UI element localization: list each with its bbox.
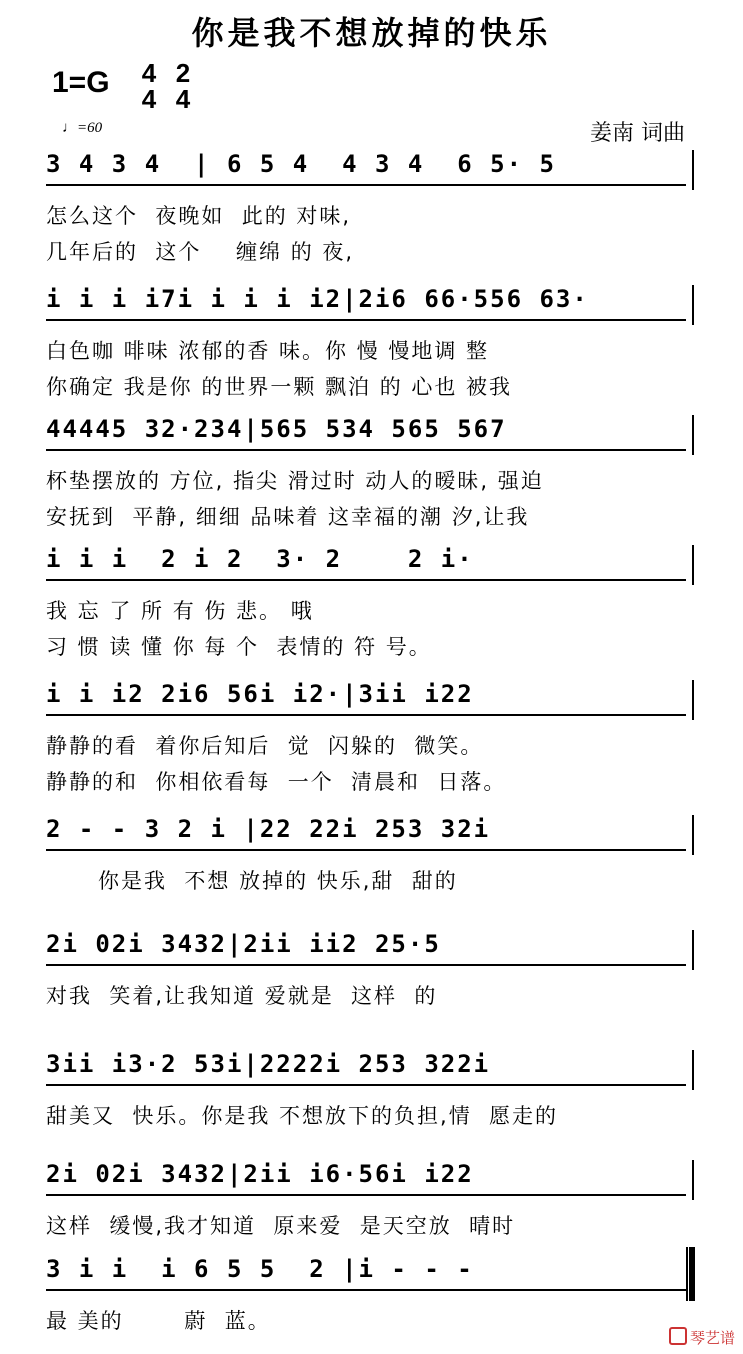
beam-underline (46, 1084, 686, 1086)
notation-line: 3 i i i 6 5 5 2 |i - - - (46, 1255, 474, 1283)
beam-underline (46, 184, 686, 186)
notation-line: i i i2 2i6 56i i2·|3ii i22 (46, 680, 474, 708)
notation-line: i i i i7i i i i i2|2i6 66·556 63· (46, 285, 589, 313)
notation-line: 44445 32·234|565 534 565 567 (46, 415, 507, 443)
lyric-line: 这样 缓慢,我才知道 原来爱 是天空放 晴时 (46, 1214, 516, 1238)
song-title: 你是我不想放掉的快乐 (191, 14, 552, 52)
barline (692, 1050, 694, 1090)
lyric-line: 你是我 不想 放掉的 快乐,甜 甜的 (46, 869, 458, 893)
watermark-icon (669, 1327, 687, 1345)
barline (692, 930, 694, 970)
lyric-line: 白色咖 啡味 浓郁的香 味。你 慢 慢地调 整 (46, 339, 490, 363)
barline (692, 285, 694, 325)
lyric-line: 习 惯 读 懂 你 每 个 表情的 符 号。 (46, 635, 432, 659)
beam-underline (46, 964, 686, 966)
watermark-text: 琴艺谱 (689, 1329, 735, 1347)
barline (692, 1160, 694, 1200)
barline (692, 680, 694, 720)
notation-line: 2i 02i 3432|2ii ii2 25·5 (46, 930, 441, 958)
lyric-line: 杯垫摆放的 方位, 指尖 滑过时 动人的暧昧, 强迫 (46, 469, 544, 493)
time-sig-denominator: 4 (141, 84, 157, 114)
beam-underline (46, 1194, 686, 1196)
beam-underline (46, 449, 686, 451)
beam-underline (46, 849, 686, 851)
lyric-line: 静静的看 着你后知后 觉 闪躲的 微笑。 (46, 734, 484, 758)
barline (692, 415, 694, 455)
final-double-barline (686, 1247, 695, 1301)
author-credit: 姜南 词曲 (590, 121, 685, 146)
beam-underline (46, 579, 686, 581)
lyric-line: 你确定 我是你 的世界一颗 飘泊 的 心也 被我 (46, 375, 513, 399)
notation-line: i i i 2 i 2 3· 2 2 i· (46, 545, 474, 573)
time-signature-2 (170, 60, 196, 112)
lyric-line: 安抚到 平静, 细细 品味着 这幸福的潮 汐,让我 (46, 505, 530, 529)
key-signature: 1=G (52, 66, 110, 99)
lyric-line: 几年后的 这个 缠绵 的 夜, (46, 240, 355, 264)
notation-line: 2i 02i 3432|2ii i6·56i i22 (46, 1160, 474, 1188)
time-sig-denominator: 4 (175, 84, 191, 114)
lyric-line: 最 美的 蔚 蓝。 (46, 1309, 271, 1333)
lyric-line: 甜美又 快乐。你是我 不想放下的负担,情 愿走的 (46, 1104, 559, 1128)
beam-underline (46, 319, 686, 321)
notation-line: 3ii i3·2 53i|2222i 253 322i (46, 1050, 491, 1078)
lyric-line: 对我 笑着,让我知道 爱就是 这样 的 (46, 984, 438, 1008)
notation-line: 2 - - 3 2 i |22 22i 253 32i (46, 815, 491, 843)
tempo-marking: ♩=60 (62, 120, 103, 136)
notation-line: 3 4 3 4 | 6 5 4 4 3 4 6 5· 5 (46, 150, 556, 178)
beam-underline (46, 1289, 686, 1291)
barline (692, 150, 694, 190)
lyric-line: 怎么这个 夜晚如 此的 对味, (46, 204, 352, 228)
lyric-line: 我 忘 了 所 有 伤 悲。 哦 (46, 599, 314, 623)
lyric-line: 静静的和 你相依看每 一个 清晨和 日落。 (46, 770, 507, 794)
barline (692, 545, 694, 585)
watermark (669, 1327, 735, 1348)
time-sig-numerator: 4 (141, 58, 157, 88)
time-sig-numerator: 2 (175, 58, 191, 88)
barline (692, 815, 694, 855)
beam-underline (46, 714, 686, 716)
time-signature-1 (136, 60, 162, 112)
